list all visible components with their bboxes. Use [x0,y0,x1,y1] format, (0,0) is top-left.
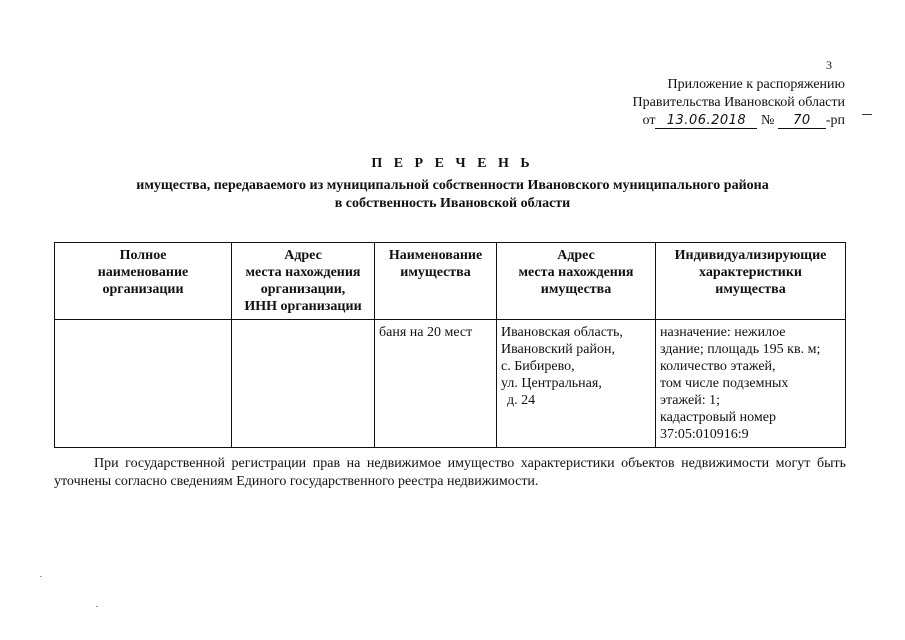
scan-speck [40,576,42,577]
document-subtitle [90,177,815,213]
cell-organization-address [232,320,375,448]
margin-dash-mark [862,114,872,115]
table-row [55,320,846,448]
cell-characteristics: назначение: нежилое здание; площадь 195 кв. м; количество этажей, том числе подземных этажей: 1; кадастровый номер 37:05:010916:9 [656,320,846,448]
cell-property-address: Ивановская область, Ивановский район, с. Бибирево, ул. Центральная, д. 24 [497,320,656,448]
order-suffix: -рп [825,113,845,128]
subtitle-line-2: в собственность Ивановской области [334,196,571,211]
order-date: 13.06.2018 [655,113,757,129]
registration-note: При государственной регистрации прав на недвижимое имущество характеристики объектов недвижимости могут быть уточнены согласно сведениям Единого государственного реестра недвижимости. [54,456,846,489]
from-label: от [642,113,656,128]
order-reference [633,112,845,130]
header-property-address: Адрес места нахождения имущества [497,243,656,320]
order-number: 70 [778,113,826,129]
header-organization-address: Адрес места нахождения организации, ИНН организации [232,243,375,320]
property-table [54,242,846,448]
header-organization: Полное наименование организации [55,243,232,320]
appendix-header [633,76,845,130]
page-number: 3 [826,58,832,72]
header-property-name: Наименование имущества [375,243,497,320]
subtitle-line-1: имущества, передаваемого из муниципальной собственности Ивановского муниципального района [136,178,769,193]
header-characteristics: Индивидуализирующие характеристики имущества [656,243,846,320]
table-header-row [55,243,846,320]
appendix-line-2: Правительства Ивановской области [632,95,845,110]
scan-speck [96,606,98,607]
number-label: № [760,113,775,128]
cell-organization [55,320,232,448]
document-title: П Е Р Е Ч Е Н Ь [371,156,534,171]
appendix-line-1: Приложение к распоряжению [667,77,845,92]
cell-property-name: баня на 20 мест [375,320,497,448]
